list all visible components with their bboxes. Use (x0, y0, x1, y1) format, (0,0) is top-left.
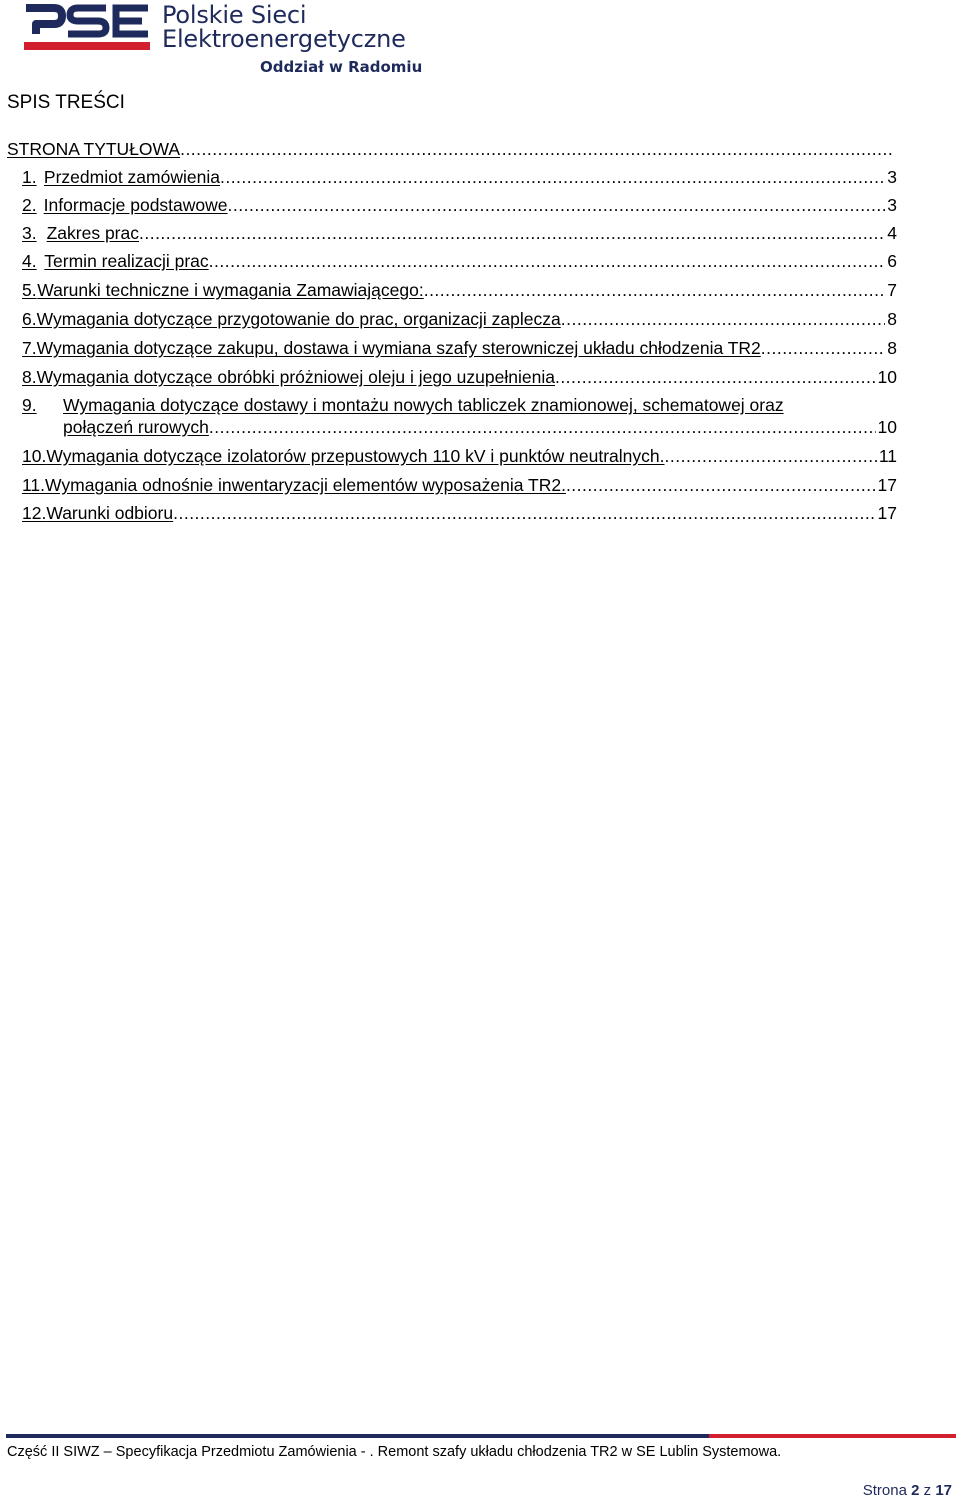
toc-entry-page: 3 (887, 167, 897, 187)
toc-entry-page: 17 (877, 503, 897, 523)
toc-leader (665, 445, 877, 467)
toc-entry-text-continued: połączeń rurowych (63, 417, 209, 437)
toc-leader (561, 308, 886, 330)
toc-entry-number: 6. (22, 309, 37, 329)
toc-leader (220, 166, 885, 188)
toc-title: SPIS TREŚCI (7, 92, 125, 113)
toc-cover-entry[interactable] (7, 138, 893, 160)
toc-entry-4[interactable] (22, 250, 897, 272)
page-label: Strona (862, 1482, 907, 1499)
toc-entry-number: 10. (22, 446, 47, 466)
toc-entry-text: Wymagania dotyczące zakupu, dostawa i wymiana szafy sterowniczej układu chłodzenia TR2 (36, 338, 761, 358)
toc-entry-1[interactable] (22, 166, 897, 188)
toc-entry-page: 3 (887, 195, 897, 215)
toc-entry-text: Warunki techniczne i wymagania Zamawiającego: (37, 280, 424, 300)
toc-entry-text: Warunki odbioru (46, 503, 174, 523)
toc-entry-number: 7. (22, 338, 37, 358)
toc-entry-number: 11. (22, 475, 46, 495)
toc-entry-page: 8 (887, 338, 897, 358)
org-name-line1: Polskie Sieci (162, 1, 307, 29)
toc-entry-text: Zakres prac (46, 223, 139, 243)
toc-leader (173, 502, 875, 524)
pse-logo (24, 2, 424, 78)
toc-entry-page: 10 (877, 367, 897, 387)
toc-entry-text: Informacje podstawowe (43, 195, 228, 215)
toc-entry-page: 7 (887, 280, 897, 300)
pse-logo-mark (24, 2, 154, 54)
toc-entry-8[interactable] (22, 366, 897, 388)
toc-leader (139, 222, 885, 244)
toc-entry-3[interactable] (22, 222, 897, 244)
toc-leader (555, 366, 876, 388)
footer-divider-navy (6, 1434, 709, 1438)
page-separator: z (923, 1482, 932, 1499)
toc-entry-text: Przedmiot zamówienia (43, 167, 220, 187)
toc-entry-number: 9. (22, 395, 37, 415)
toc-entry-number: 8. (22, 367, 37, 387)
toc-leader (209, 416, 876, 438)
toc-entry-page: 6 (887, 251, 897, 271)
toc-entry-page: 11 (878, 446, 897, 466)
toc-entry-number: 12. (22, 503, 47, 523)
org-branch: Oddział w Radomiu (260, 58, 423, 76)
footer-divider (6, 1434, 956, 1438)
toc-entry-7[interactable] (22, 337, 897, 359)
toc-entry-number: 5. (22, 280, 37, 300)
toc-entry-9[interactable] (22, 394, 897, 416)
toc-entry-number: 1. (22, 167, 37, 187)
page-number (863, 1482, 952, 1499)
toc-cover-text: STRONA TYTUŁOWA (7, 139, 181, 159)
toc-entry-number: 3. (22, 223, 37, 243)
footer-divider-red (709, 1434, 956, 1438)
toc-entry-9-continued[interactable] (63, 416, 897, 438)
toc-entry-number: 2. (22, 195, 37, 215)
toc-entry-text: Wymagania odnośnie inwentaryzacji elementów wyposażenia TR2. (45, 475, 566, 495)
page-total: 17 (935, 1482, 952, 1499)
toc-leader (566, 474, 876, 496)
toc-leader (180, 138, 893, 160)
toc-entry-12[interactable] (22, 502, 897, 524)
toc-entry-page: 4 (887, 223, 897, 243)
toc-entry-page: 10 (877, 417, 897, 437)
toc-entry-text: Wymagania dotyczące dostawy i montażu nowych tabliczek znamionowej, schematowej oraz (63, 395, 784, 415)
toc-entry-5[interactable] (22, 279, 897, 301)
toc-leader (228, 194, 886, 216)
toc-entry-10[interactable] (22, 445, 897, 467)
toc-entry-page: 17 (877, 475, 897, 495)
footer-document-title: Część II SIWZ – Specyfikacja Przedmiotu Zamówienia - . Remont szafy układu chłodzenia TR2 w SE Lublin Systemowa. (7, 1444, 782, 1460)
toc-entry-text: Termin realizacji prac (44, 251, 209, 271)
toc-entry-text: Wymagania dotyczące izolatorów przepustowych 110 kV i punktów neutralnych. (46, 446, 665, 466)
toc-leader (209, 250, 886, 272)
toc-entry-11[interactable] (22, 474, 897, 496)
toc-entry-page: 8 (887, 309, 897, 329)
toc-entry-number: 4. (22, 251, 37, 271)
toc-leader (424, 279, 886, 301)
toc-leader (761, 337, 885, 359)
org-name-line2: Elektroenergetyczne (162, 25, 406, 53)
toc-entry-2[interactable] (22, 194, 897, 216)
toc-entry-text: Wymagania dotyczące obróbki próżniowej oleju i jego uzupełnienia (36, 367, 555, 387)
toc-entry-6[interactable] (22, 308, 897, 330)
page-current: 2 (911, 1482, 920, 1499)
toc-entry-text: Wymagania dotyczące przygotowanie do prac, organizacji zaplecza (36, 309, 561, 329)
